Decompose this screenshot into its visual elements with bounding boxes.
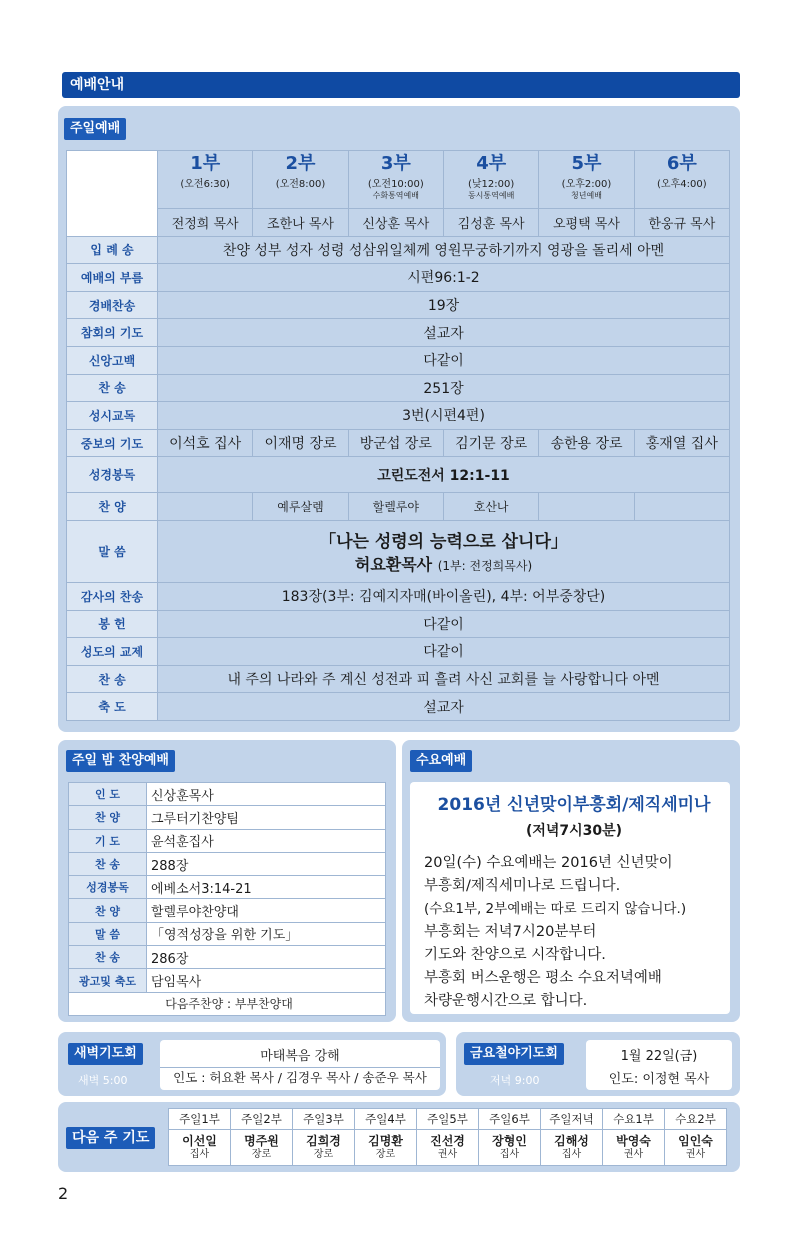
- pastor-5: 오평택 목사: [539, 209, 634, 237]
- pastor-row: [67, 209, 730, 237]
- wednesday-notice: 20일(수) 수요예배는 2016년 신년맞이 부흥회/제직세미나로 드립니다. (수요1부, 2부예배는 따로 드리지 않습니다.) 부흥회는 저녁7시20분부터 기도와 찬양으로 시작합니다. 부흥회 버스운행은 평소 수요저녁예배 차량운행시간으로 합니다.: [424, 855, 687, 1009]
- service-4: 4부 (낮12:00) 동시통역예배: [443, 151, 538, 209]
- evening-row: 찬 양 할렐루야찬양대: [69, 899, 386, 922]
- evening-row: 성경봉독 에베소서3:14-21: [69, 876, 386, 899]
- wednesday-subtitle: (저녁7시30분): [525, 823, 623, 839]
- next-week-names-row: 이선일 집사 명주원 장로 김희경 장로 김명환 장로 진선경 권사 장형인 집사 김해성 집사 박영숙 권사 임인숙 권사: [169, 1130, 727, 1166]
- evening-row: 찬 송 286장: [69, 946, 386, 969]
- evening-row: 찬 송 288장: [69, 852, 386, 875]
- next-praise-row: 다음주찬양 : 부부찬양대: [69, 992, 386, 1015]
- evening-row: 말 씀 「영적성장을 위한 기도」: [69, 922, 386, 945]
- order-row: 성시교독 3번(시편4편): [67, 402, 730, 430]
- pastor-3: 신상훈 목사: [348, 209, 443, 237]
- pastor-6: 한웅규 목사: [634, 209, 729, 237]
- evening-tag: 주일 밤 찬양예배: [66, 750, 175, 772]
- service-header-row: [67, 151, 730, 209]
- order-row: 찬 송 251장: [67, 374, 730, 402]
- order-row: 입 례 송 찬양 성부 성자 성령 성삼위일체께 영원무궁하기까지 영광을 돌리세 아멘: [67, 236, 730, 264]
- dawn-tag: 새벽기도회: [68, 1043, 143, 1065]
- sermon-row: 말 씀 「나는 성령의 능력으로 삽니다」 허요환목사 (1부: 전정희목사): [67, 520, 730, 582]
- service-3: 3부 (오전10:00) 수화통역예배: [348, 151, 443, 209]
- order-row: 예배의 부름 시편96:1-2: [67, 264, 730, 292]
- scripture-row: 성경봉독 고린도전서 12:1-11: [67, 457, 730, 493]
- wednesday-title: 2016년 신년맞이부흥회/제직세미나: [437, 795, 711, 815]
- next-week-table: [168, 1108, 727, 1166]
- section-title: 예배안내: [70, 77, 125, 93]
- friday-date: 1월 22일(금): [620, 1049, 698, 1064]
- sermon-preacher: 허요환목사 (1부: 전정희목사): [354, 555, 533, 575]
- dawn-leaders: 인도 : 허요환 목사 / 김경우 목사 / 송준우 목사: [173, 1070, 427, 1085]
- order-row: 축 도 설교자: [67, 693, 730, 721]
- order-row: 감사의 찬송 183장(3부: 김예지자매(바이올린), 4부: 어부중창단): [67, 582, 730, 610]
- dawn-title: 마태복음 강해: [160, 1045, 440, 1068]
- service-5: 5부 (오후2:00) 청년예배: [539, 151, 634, 209]
- evening-order-table: [68, 782, 386, 1016]
- sunday-order-table: [66, 150, 730, 721]
- order-row: 참회의 기도 설교자: [67, 319, 730, 347]
- dawn-time: 새벽 5:00: [78, 1074, 128, 1087]
- pastor-1: 전정희 목사: [158, 209, 253, 237]
- pastor-2: 조한나 목사: [253, 209, 348, 237]
- order-row: 찬 송 내 주의 나라와 주 계신 성전과 피 흘려 사신 교회를 늘 사랑합니다 아멘: [67, 665, 730, 693]
- wednesday-tag: 수요예배: [410, 750, 472, 772]
- page-number: 2: [58, 1184, 69, 1203]
- sermon-title: 「나는 성령의 능력으로 삽니다」: [319, 532, 568, 553]
- pastor-4: 김성훈 목사: [443, 209, 538, 237]
- order-row: 경배찬송 19장: [67, 291, 730, 319]
- service-6: 6부 (오후4:00): [634, 151, 729, 209]
- friday-leader: 인도: 이정현 목사: [608, 1072, 710, 1087]
- section-header-bar: [62, 72, 740, 98]
- service-1: 1부 (오전6:30): [158, 151, 253, 209]
- service-2: 2부 (오전8:00): [253, 151, 348, 209]
- friday-tag: 금요철야기도회: [464, 1043, 564, 1065]
- blank-corner: [67, 151, 158, 237]
- evening-row: 광고및 축도 담임목사: [69, 969, 386, 992]
- order-row: 성도의 교제 다같이: [67, 638, 730, 666]
- intercession-row: 중보의 기도 이석호 집사 이재명 장로 방군섭 장로 김기문 장로 송한용 장로 홍재열 집사: [67, 429, 730, 457]
- next-week-tag: 다음 주 기도: [66, 1127, 155, 1149]
- evening-row: 기 도 윤석훈집사: [69, 829, 386, 852]
- friday-time: 저녁 9:00: [490, 1074, 540, 1087]
- sunday-tag: 주일예배: [64, 118, 126, 140]
- choir-row: 찬 양 예루살렘 할렐루야 호산나: [67, 493, 730, 521]
- order-row: 신앙고백 다같이: [67, 346, 730, 374]
- next-week-header-row: 주일1부 주일2부 주일3부 주일4부 주일5부 주일6부 주일저녁 수요1부 수요2부: [169, 1109, 727, 1130]
- order-row: 봉 헌 다같이: [67, 610, 730, 638]
- evening-row: 인 도 신상훈목사: [69, 783, 386, 806]
- evening-row: 찬 양 그루터기찬양팀: [69, 806, 386, 829]
